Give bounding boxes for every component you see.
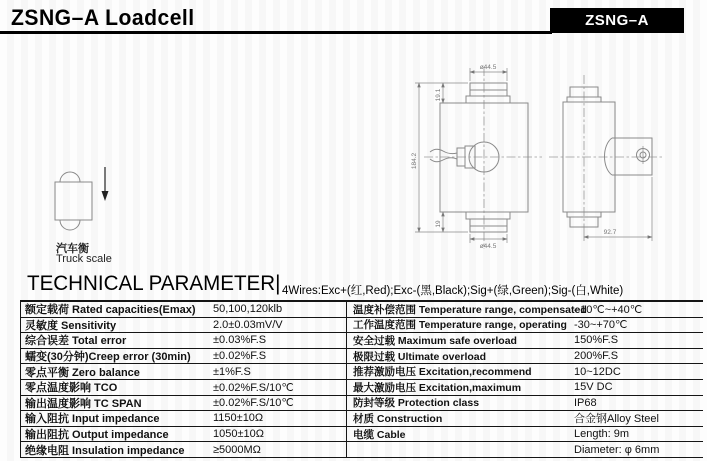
spec-label: 最大激励电压 Excitation,maximum <box>346 380 574 395</box>
spec-label: 输出阻抗 Output impedance <box>25 429 169 442</box>
spec-value: 10~12DC <box>574 365 621 378</box>
spec-value: -30~+70℃ <box>574 319 628 332</box>
table-row <box>21 364 703 380</box>
spec-label: 零点温度影响 TCO <box>25 382 118 395</box>
table-row <box>21 318 703 334</box>
model-badge: ZSNG–A <box>550 8 684 33</box>
spec-label: 输出温度影响 TC SPAN <box>25 397 142 410</box>
down-arrow-icon <box>102 167 109 201</box>
spec-value: ≥5000MΩ <box>213 443 261 456</box>
spec-value: ±0.02%F.S/10℃ <box>213 397 294 410</box>
spec-value: Diameter: φ 6mm <box>574 443 660 456</box>
spec-table <box>20 300 703 458</box>
spec-label: 极限过载 Ultimate overload <box>346 349 574 364</box>
dim-boss-top: 19.1 <box>435 88 442 102</box>
dim-boss-bottom: 19 <box>435 220 442 228</box>
table-row <box>21 349 703 365</box>
spec-value: IP68 <box>574 396 597 409</box>
spec-value: 1050±10Ω <box>213 428 264 441</box>
spec-label: 温度补偿范围 Temperature range, compensated <box>346 302 574 317</box>
dim-top-diameter: ø44.5 <box>479 64 497 71</box>
spec-value: ±0.03%F.S <box>213 334 267 347</box>
truck-scale-label-en: Truck scale <box>56 253 112 265</box>
spec-label: 安全过载 Maximum safe overload <box>346 333 574 348</box>
dim-total-height: 184.2 <box>411 152 418 170</box>
table-row <box>21 427 703 443</box>
wiring-note: 4Wires:Exc+(红,Red);Exc-(黑,Black);Sig+(绿,Green);Sig-(白,White) <box>282 285 624 297</box>
table-row <box>21 396 703 412</box>
spec-label: 材质 Construction <box>346 411 574 426</box>
spec-label: 综合误差 Total error <box>25 335 127 348</box>
spec-label: 蠕变(30分钟)Creep error (30min) <box>25 351 191 364</box>
spec-label: 额定载荷 Rated capacities(Emax) <box>25 304 196 317</box>
table-row <box>21 411 703 427</box>
section-title-divider: | <box>275 272 281 295</box>
spec-label <box>346 442 574 457</box>
spec-value: 合金钢Alloy Steel <box>574 413 659 426</box>
spec-value: 15V DC <box>574 381 613 394</box>
spec-value: ±0.02%F.S/10℃ <box>213 381 294 394</box>
dim-bottom-diameter: ø44.5 <box>479 243 497 250</box>
loadcell-front-view-drawing <box>411 64 542 250</box>
spec-label: 防封等级 Protection class <box>346 396 574 411</box>
loadcell-drawings <box>0 55 707 270</box>
table-row <box>21 333 703 349</box>
section-title <box>27 272 280 296</box>
spec-label: 输入阻抗 Input impedance <box>25 413 160 426</box>
spec-value: ±0.02%F.S <box>213 350 267 363</box>
spec-label: 推荐激励电压 Excitation,recommend <box>346 364 574 379</box>
spec-value: 50,100,120klb <box>213 303 283 316</box>
truck-scale-sensor-icon <box>55 172 92 230</box>
spec-value: ±1%F.S <box>213 365 251 378</box>
section-title-text: TECHNICAL PARAMETER <box>27 272 276 295</box>
dim-side-width: 92.7 <box>603 229 617 236</box>
table-row <box>21 442 703 458</box>
spec-label: 零点平衡 Zero balance <box>25 366 140 379</box>
spec-value: 150%F.S <box>574 334 619 347</box>
spec-value: –10℃~+40℃ <box>574 303 643 316</box>
spec-label: 电缆 Cable <box>346 427 574 442</box>
spec-label: 灵敏度 Sensitivity <box>25 319 117 332</box>
loadcell-side-view-drawing <box>549 75 663 241</box>
page-title: ZSNG–A Loadcell <box>11 5 195 30</box>
spec-value: 2.0±0.03mV/V <box>213 318 283 331</box>
truck-scale-label-zh: 汽车衡 <box>56 243 89 255</box>
table-row <box>21 302 703 318</box>
table-row <box>21 380 703 396</box>
spec-label: 工作温度范围 Temperature range, operating <box>346 318 574 333</box>
header-rule <box>0 31 552 34</box>
spec-value: Length: 9m <box>574 428 630 441</box>
spec-value: 200%F.S <box>574 350 619 363</box>
spec-label: 绝缘电阻 Insulation impedance <box>25 444 185 457</box>
spec-value: 1150±10Ω <box>213 412 264 425</box>
